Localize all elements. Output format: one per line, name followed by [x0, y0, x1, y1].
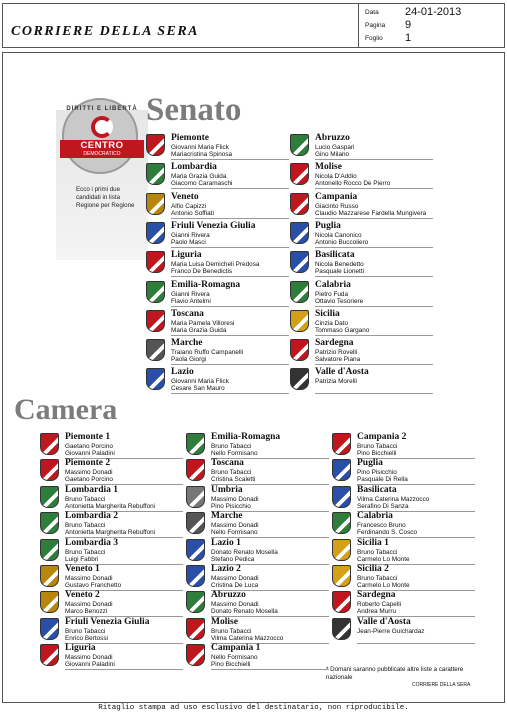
region-crest-icon [186, 433, 205, 455]
camera-entry [40, 538, 190, 566]
camera-entry [186, 485, 336, 513]
candidate-name: Jean-Pierre Guichardaz [357, 627, 425, 635]
candidate-name: Antonello Rocco De Pierro [315, 180, 391, 188]
intro-text: Ecco i primi due candidati in lista Regione per Regione [76, 186, 135, 209]
candidate-name: Bruno Tabacci [65, 548, 106, 556]
region-crest-icon [290, 134, 309, 156]
date-value: 24-01-2013 [405, 6, 462, 18]
camera-entry [186, 617, 336, 645]
senato-entry [290, 162, 440, 190]
candidate-name: Roberto Capelli [357, 601, 402, 609]
logo-band [60, 140, 144, 158]
region-name: Friuli Venezia Giulia [171, 220, 256, 231]
region-name: Toscana [211, 458, 244, 469]
candidate-name: Pino Pisicchio [357, 469, 397, 477]
candidate-name: Massimo Donadi [65, 575, 113, 582]
camera-entry [186, 590, 336, 618]
candidate-name: Patrizia Morelli [315, 378, 357, 386]
senato-entry [146, 162, 296, 190]
footnote: * Domani saranno pubblicate altre liste a carattere nazionale [326, 666, 464, 681]
camera-entry [40, 485, 190, 513]
region-crest-icon [146, 251, 165, 273]
region-crest-icon [40, 539, 59, 561]
candidate-name: Cinzia Dato [315, 319, 349, 327]
candidate-name: Antonietta Margherita Rebuffoni [65, 502, 156, 510]
region-crest-icon [290, 368, 309, 390]
region-crest-icon [186, 618, 205, 640]
entry-divider [171, 393, 289, 394]
senato-entry [146, 133, 296, 161]
candidate-name: Bruno Tabacci [357, 548, 398, 556]
senato-entry [146, 280, 296, 308]
region-name: Valle d'Aosta [315, 367, 369, 378]
senato-entry [290, 367, 440, 395]
camera-entry [332, 458, 482, 486]
region-crest-icon [40, 618, 59, 640]
candidate-name: Antonietta Margherita Rebuffoni [65, 529, 156, 537]
entry-divider [315, 335, 433, 336]
candidate-name: Giovanni Maria Flick [171, 144, 229, 151]
camera-entry [186, 538, 336, 566]
senato-entry [146, 309, 296, 337]
region-name: Calabria [315, 279, 351, 290]
region-name: Umbria [211, 484, 243, 495]
entry-divider [315, 247, 433, 248]
candidate-name: Gianni Rivera [171, 290, 210, 298]
candidate-name: Luigi Fabbri [65, 555, 99, 563]
candidate-name: Enrico Bertossi [65, 634, 108, 642]
senato-entry [146, 367, 296, 395]
region-name: Lombardia [171, 162, 217, 173]
region-crest-icon [332, 433, 351, 455]
entry-divider [315, 218, 433, 219]
logo-line1: CENTRO [80, 140, 124, 151]
candidate-name: Nicola Benedetto [315, 261, 364, 269]
copyright-footer: Ritaglio stampa ad uso esclusivo del destinatario, non riproducibile. [98, 704, 409, 712]
region-name: Emilia-Romagna [171, 279, 241, 290]
region-name: Abruzzo [315, 133, 350, 143]
candidate-name: Bruno Tabacci [65, 522, 106, 530]
sheet-row [365, 32, 505, 44]
entry-divider [171, 247, 289, 248]
region-crest-icon [40, 591, 59, 613]
region-name: Campania 2 [357, 432, 407, 442]
candidate-name: Salvatore Piana [315, 356, 361, 364]
candidate-name: Massimo Donadi [211, 522, 259, 530]
candidate-name: Giovanni Maria Flick [171, 378, 229, 386]
region-name: Calabria [357, 511, 393, 522]
document-header [2, 3, 505, 48]
entry-divider [171, 335, 289, 336]
candidate-name: Pino Pisicchio [211, 502, 251, 510]
senato-entry [290, 338, 440, 366]
region-name: Molise [211, 616, 238, 627]
candidate-name: Cesare San Mauro [171, 385, 225, 393]
region-crest-icon [186, 539, 205, 561]
candidate-name: Maria Luisa Demicheli Predosa [171, 261, 260, 269]
region-name: Piemonte [171, 133, 209, 143]
candidate-name: Gino Milano [315, 151, 350, 158]
region-crest-icon [290, 163, 309, 185]
candidate-name: Nicola Canonico [315, 231, 362, 239]
region-name: Lazio [171, 367, 194, 378]
region-crest-icon [186, 644, 205, 666]
candidate-name: Bruno Tabacci [211, 627, 252, 635]
candidate-name: Pietro Fuda [315, 290, 349, 298]
candidate-name: Bruno Tabacci [211, 469, 252, 477]
senato-entry [146, 338, 296, 366]
entry-divider [315, 393, 433, 394]
senato-entry [146, 192, 296, 220]
entry-divider [315, 306, 433, 307]
camera-entry [332, 485, 482, 513]
region-name: Sardegna [357, 590, 396, 601]
date-label: Data [365, 9, 379, 16]
candidate-name: Bruno Tabacci [357, 443, 398, 450]
senato-entry [290, 309, 440, 337]
candidate-name: Cristina De Luca [211, 582, 259, 589]
candidate-name: Maria Pamela Villoresi [171, 319, 235, 327]
candidate-name: Nello Formisano [211, 529, 258, 537]
region-crest-icon [186, 591, 205, 613]
region-crest-icon [146, 222, 165, 244]
camera-entry [186, 564, 336, 592]
candidate-name: Carmelo Lo Monte [357, 582, 410, 589]
region-name: Sicilia 1 [357, 537, 389, 548]
region-name: Lazio 1 [211, 537, 241, 548]
candidate-name: Gaetano Porcino [65, 476, 113, 484]
candidate-name: Nello Formisano [211, 654, 258, 662]
candidate-name: Vilma Caterina Mazzocco [357, 495, 430, 503]
region-crest-icon [146, 339, 165, 361]
candidate-name: Pasquale Di Rella [357, 476, 408, 484]
entry-divider [357, 643, 475, 644]
entry-divider [171, 364, 289, 365]
date-row [365, 6, 505, 18]
candidate-name: Carmelo Lo Monte [357, 555, 410, 563]
camera-entry [40, 432, 190, 460]
region-crest-icon [332, 512, 351, 534]
region-crest-icon [146, 193, 165, 215]
candidate-name: Stefano Pedica [211, 555, 255, 563]
candidate-name: Giacinto Russo [315, 202, 359, 210]
candidate-name: Patrizio Rovelli [315, 349, 358, 357]
region-name: Molise [315, 162, 342, 173]
candidate-name: Bruno Tabacci [211, 443, 252, 450]
entry-divider [171, 188, 289, 189]
region-crest-icon [40, 565, 59, 587]
candidate-name: Maria Grazia Guida [171, 326, 227, 334]
page-value: 9 [405, 19, 412, 31]
candidate-name: Gaetano Porcino [65, 443, 113, 450]
region-crest-icon [290, 222, 309, 244]
region-name: Emilia-Romagna [211, 432, 281, 442]
entry-divider [211, 669, 329, 670]
region-name: Piemonte 1 [65, 432, 111, 442]
camera-entry [332, 511, 482, 539]
candidate-name: Andrea Murru [357, 608, 397, 616]
candidate-name: Maria Grazia Guida [171, 173, 227, 181]
candidate-name: Alfio Capizzi [171, 202, 207, 210]
page-row [365, 19, 505, 31]
region-crest-icon [146, 163, 165, 185]
region-name: Puglia [315, 220, 341, 231]
candidate-name: Massimo Donadi [65, 654, 113, 662]
candidate-name: Traiano Ruffo Campanelli [171, 349, 244, 357]
camera-entry [40, 617, 190, 645]
page-label: Pagina [365, 22, 386, 29]
region-name: Sicilia 2 [357, 564, 389, 574]
camera-entry [332, 617, 482, 645]
entry-divider [315, 188, 433, 189]
region-crest-icon [290, 193, 309, 215]
region-crest-icon [186, 459, 205, 481]
region-name: Sardegna [315, 338, 354, 349]
candidate-name: Nicola D'Addio [315, 173, 357, 181]
region-name: Liguria [65, 643, 96, 654]
camera-entry [40, 590, 190, 618]
camera-entry [40, 458, 190, 486]
region-name: Basilicata [315, 250, 355, 261]
region-crest-icon [290, 339, 309, 361]
region-crest-icon [146, 281, 165, 303]
camera-title: Camera [14, 393, 118, 426]
candidate-name: Marco Benozzi [65, 608, 108, 616]
camera-entry [40, 564, 190, 592]
candidate-name: Massimo Donadi [211, 601, 259, 609]
entry-divider [315, 364, 433, 365]
region-name: Lombardia 2 [65, 511, 119, 522]
candidate-name: Massimo Donadi [65, 469, 113, 477]
region-name: Campania 1 [211, 643, 261, 654]
senato-title: Senato [146, 92, 242, 128]
c-letter-icon [91, 116, 113, 138]
camera-entry [40, 643, 190, 671]
camera-entry [40, 511, 190, 539]
senato-entry [290, 250, 440, 278]
senato-entry [146, 221, 296, 249]
candidate-name: Gustavo Franchetto [65, 582, 122, 589]
logo-arc-text: DIRITTI E LIBERTÀ [66, 106, 138, 112]
region-crest-icon [40, 486, 59, 508]
entry-divider [315, 276, 433, 277]
candidate-name: Serafino Di Sanza [357, 502, 409, 510]
region-name: Puglia [357, 458, 383, 469]
region-name: Basilicata [357, 484, 397, 495]
region-name: Lazio 2 [211, 564, 241, 574]
candidate-name: Lucio Gaspari [315, 144, 355, 151]
region-name: Lombardia 1 [65, 484, 119, 495]
region-name: Marche [171, 338, 203, 349]
region-crest-icon [186, 565, 205, 587]
camera-entry [186, 643, 336, 671]
candidate-name: Gianni Rivera [171, 231, 210, 239]
region-crest-icon [186, 486, 205, 508]
region-crest-icon [40, 459, 59, 481]
candidate-name: Ottavio Tesoriere [315, 297, 364, 305]
candidate-name: Paolo Masci [171, 238, 206, 246]
candidate-name: Massimo Donadi [65, 601, 113, 609]
candidate-name: Giacomo Caramaschi [171, 180, 233, 188]
candidate-name: Antonio Buccoliero [315, 238, 369, 246]
region-name: Piemonte 2 [65, 458, 111, 469]
candidate-name: Giovanni Paladini [65, 450, 115, 457]
region-name: Veneto 1 [65, 564, 100, 574]
centro-democratico-logo [62, 98, 138, 174]
candidate-name: Ferdinando S. Cosco [357, 529, 418, 537]
senato-entry [290, 280, 440, 308]
sheet-label: Foglio [365, 35, 383, 42]
metadata-box [358, 4, 504, 47]
region-crest-icon [290, 251, 309, 273]
region-name: Liguria [171, 250, 202, 261]
candidate-name: Tommaso Gargano [315, 326, 370, 334]
region-name: Lombardia 3 [65, 537, 119, 548]
region-crest-icon [332, 618, 351, 640]
region-name: Abruzzo [211, 590, 246, 601]
region-name: Campania [315, 191, 358, 202]
camera-entry [186, 432, 336, 460]
source-credit: CORRIERE DELLA SERA [412, 682, 471, 688]
candidate-name: Vilma Caterina Mazzocco [211, 634, 284, 642]
candidate-name: Massimo Donadi [211, 575, 259, 582]
candidate-name: Donato Renato Mosella [211, 548, 278, 556]
entry-divider [65, 669, 183, 670]
camera-entry [332, 538, 482, 566]
candidate-name: Cristina Scaletti [211, 476, 256, 484]
senato-entry [146, 250, 296, 278]
region-crest-icon [40, 512, 59, 534]
logo-line2: DEMOCRATICO [83, 151, 121, 157]
candidate-name: Franco De Benedictis [171, 268, 233, 276]
region-name: Valle d'Aosta [357, 616, 411, 627]
sheet-value: 1 [405, 32, 412, 44]
candidate-name: Bruno Tabacci [357, 575, 398, 582]
newspaper-logo: CORRIERE DELLA SERA [11, 24, 200, 39]
senato-entry [290, 192, 440, 220]
region-name: Sicilia [315, 308, 340, 319]
entry-divider [315, 159, 433, 160]
region-crest-icon [332, 459, 351, 481]
region-name: Marche [211, 511, 243, 522]
candidate-name: Paola Giorgi [171, 356, 207, 364]
candidate-name: Claudio Mazzarese Fardella Mungivera [315, 209, 427, 217]
candidate-name: Pasquale Lionetti [315, 268, 365, 276]
entry-divider [171, 159, 289, 160]
candidate-name: Bruno Tabacci [65, 495, 106, 503]
region-crest-icon [332, 486, 351, 508]
region-crest-icon [332, 539, 351, 561]
camera-entry [332, 590, 482, 618]
candidate-name: Pino Bicchielli [211, 661, 251, 669]
candidate-name: Massimo Donadi [211, 495, 259, 503]
region-crest-icon [40, 433, 59, 455]
region-crest-icon [146, 134, 165, 156]
region-name: Toscana [171, 308, 204, 319]
candidate-name: Antonio Soffiati [171, 209, 214, 217]
entry-divider [171, 218, 289, 219]
region-crest-icon [146, 368, 165, 390]
camera-entry [186, 511, 336, 539]
candidate-name: Flavio Antelmi [171, 297, 211, 305]
senato-entry [290, 221, 440, 249]
candidate-name: Pino Bicchielli [357, 450, 397, 457]
camera-entry [186, 458, 336, 486]
region-crest-icon [290, 310, 309, 332]
candidate-name: Giovanni Paladini [65, 661, 115, 669]
candidate-name: Mariacristina Spinosa [171, 151, 233, 158]
candidate-name: Donato Renato Mosella [211, 608, 278, 616]
region-crest-icon [332, 591, 351, 613]
region-crest-icon [146, 310, 165, 332]
camera-entry [332, 564, 482, 592]
region-name: Friuli Venezia Giulia [65, 616, 150, 627]
candidate-name: Nello Formisano [211, 450, 258, 457]
region-crest-icon [186, 512, 205, 534]
region-name: Veneto 2 [65, 590, 100, 601]
candidate-name: Bruno Tabacci [65, 627, 106, 635]
entry-divider [171, 276, 289, 277]
senato-entry [290, 133, 440, 161]
region-crest-icon [332, 565, 351, 587]
region-name: Veneto [171, 191, 199, 202]
region-crest-icon [40, 644, 59, 666]
camera-entry [332, 432, 482, 460]
region-crest-icon [290, 281, 309, 303]
candidate-name: Francesco Bruno [357, 522, 406, 530]
entry-divider [171, 306, 289, 307]
